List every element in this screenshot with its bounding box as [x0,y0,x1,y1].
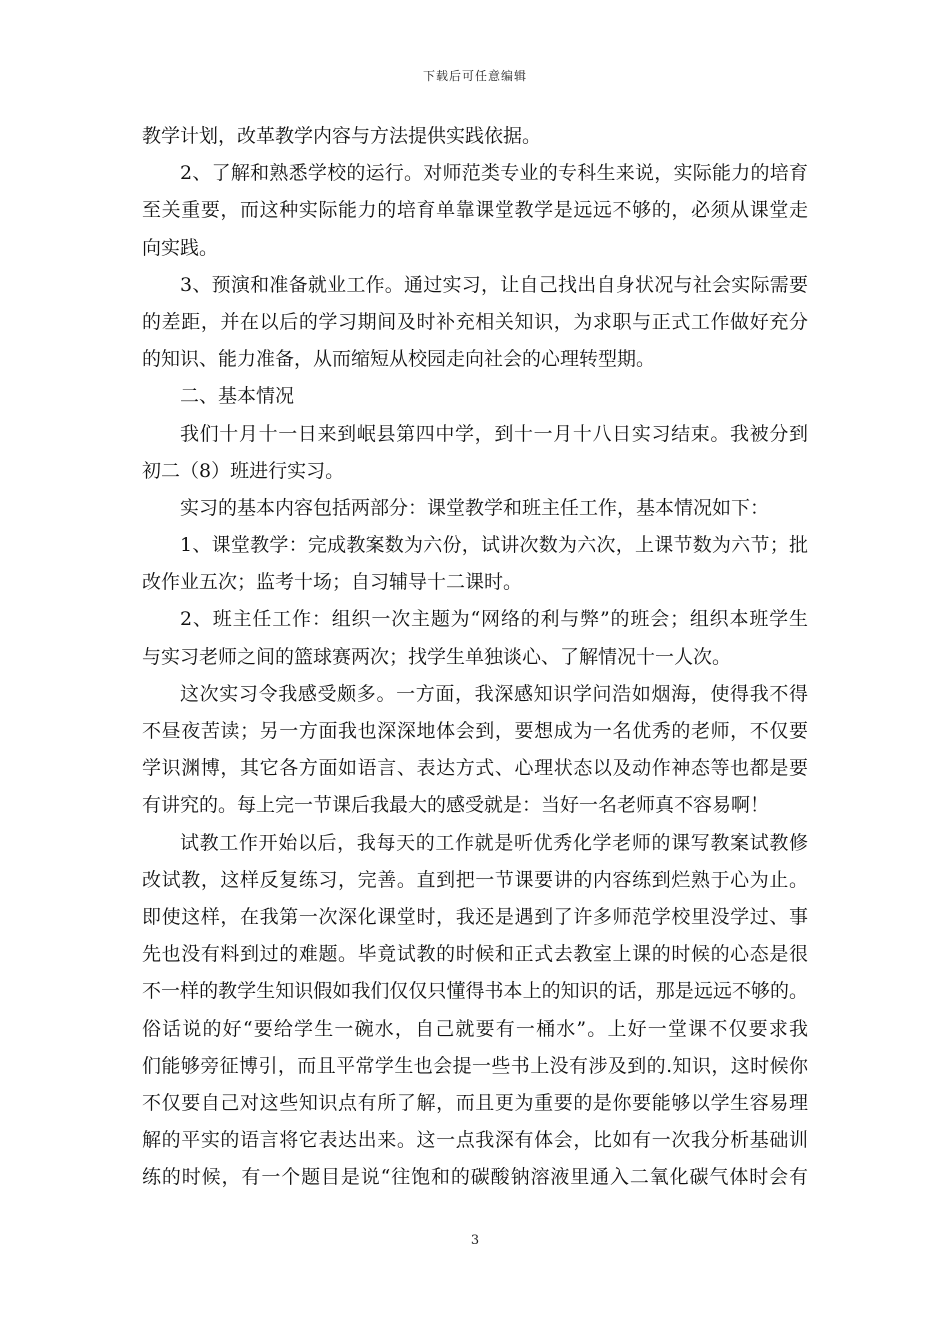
text-line: 有讲究的。每上完一节课后我最大的感受就是：当好一名老师真不容易啊！ [142,794,770,817]
text-line: 即使这样，在我第一次深化课堂时，我还是遇到了许多师范学校里没学过、事 [142,905,808,928]
text-line: 至关重要，而这种实际能力的培育单靠课堂教学是远远不够的，必须从课堂走 [142,199,808,222]
text-line: 俗话说的好“要给学生一碗水，自己就要有一桶水”。上好一堂课不仅要求我 [142,1017,808,1040]
paragraph-first-line: 实习的基本内容包括两部分：课堂教学和班主任工作，基本情况如下： [180,496,770,519]
document-body [142,118,808,1196]
page-header: 下载后可任意编辑 [422,69,527,83]
text-line: 教学计划，改革教学内容与方法提供实践依据。 [142,125,542,147]
paragraph-first-line: 这次实习令我感受颇多。一方面，我深感知识学问浩如烟海，使得我不得 [180,682,808,705]
text-line: 们能够旁征博引，而且平常学生也会提一些书上没有涉及到的.知识，这时候你 [142,1054,808,1077]
paragraph-first-line: 试教工作开始以后，我每天的工作就是听优秀化学老师的课写教案试教修 [180,831,808,854]
section-heading: 二、基本情况 [180,385,295,408]
text-line: 与实习老师之间的篮球赛两次；找学生单独谈心、了解情况十一人次。 [142,645,732,668]
paragraph-first-line: 2、了解和熟悉学校的运行。对师范类专业的专科生来说，实际能力的培育 [180,162,808,185]
text-line: 不昼夜苦读；另一方面我也深深地体会到，要想成为一名优秀的老师，不仅要 [142,720,808,742]
text-line: 练的时候，有一个题目是说“往饱和的碳酸钠溶液里通入二氧化碳气体时会有 [142,1166,808,1189]
text-line: 不仅要自己对这些知识点有所了解，而且更为重要的是你要能够以学生容易理 [142,1091,808,1114]
page-number: 3 [470,1233,480,1248]
paragraph-first-line: 我们十月十一日来到岷县第四中学，到十一月十八日实习结束。我被分到 [180,422,808,445]
text-line: 不一样的教学生知识假如我们仅仅只懂得书本上的知识的话，那是远远不够的。 [142,980,808,1003]
text-line: 学识渊博，其它各方面如语言、表达方式、心理状态以及动作神态等也都是要 [142,757,808,780]
text-line: 解的平实的语言将它表达出来。这一点我深有体会，比如有一次我分析基础训 [142,1129,808,1152]
text-line: 的知识、能力准备，从而缩短从校园走向社会的心理转型期。 [142,348,656,371]
text-line: 向实践。 [142,236,219,259]
paragraph-first-line: 1、课堂教学：完成教案数为六份，试讲次数为六次，上课节数为六节；批 [180,534,808,557]
text-line: 初二（8）班进行实习。 [142,459,345,482]
paragraph-first-line: 3、预演和准备就业工作。通过实习，让自己找出自身状况与社会实际需要 [180,273,808,296]
text-line: 的差距，并在以后的学习期间及时补充相关知识，为求职与正式工作做好充分 [142,310,808,333]
text-line: 先也没有料到过的难题。毕竟试教的时候和正式去教室上课的时候的心态是很 [142,943,808,966]
paragraph-first-line: 2、班主任工作：组织一次主题为“网络的利与弊”的班会；组织本班学生 [180,608,808,631]
text-line: 改作业五次；监考十场；自习辅导十二课时。 [142,571,523,594]
text-line: 改试教，这样反复练习，完善。直到把一节课要讲的内容练到烂熟于心为止。 [142,868,808,891]
